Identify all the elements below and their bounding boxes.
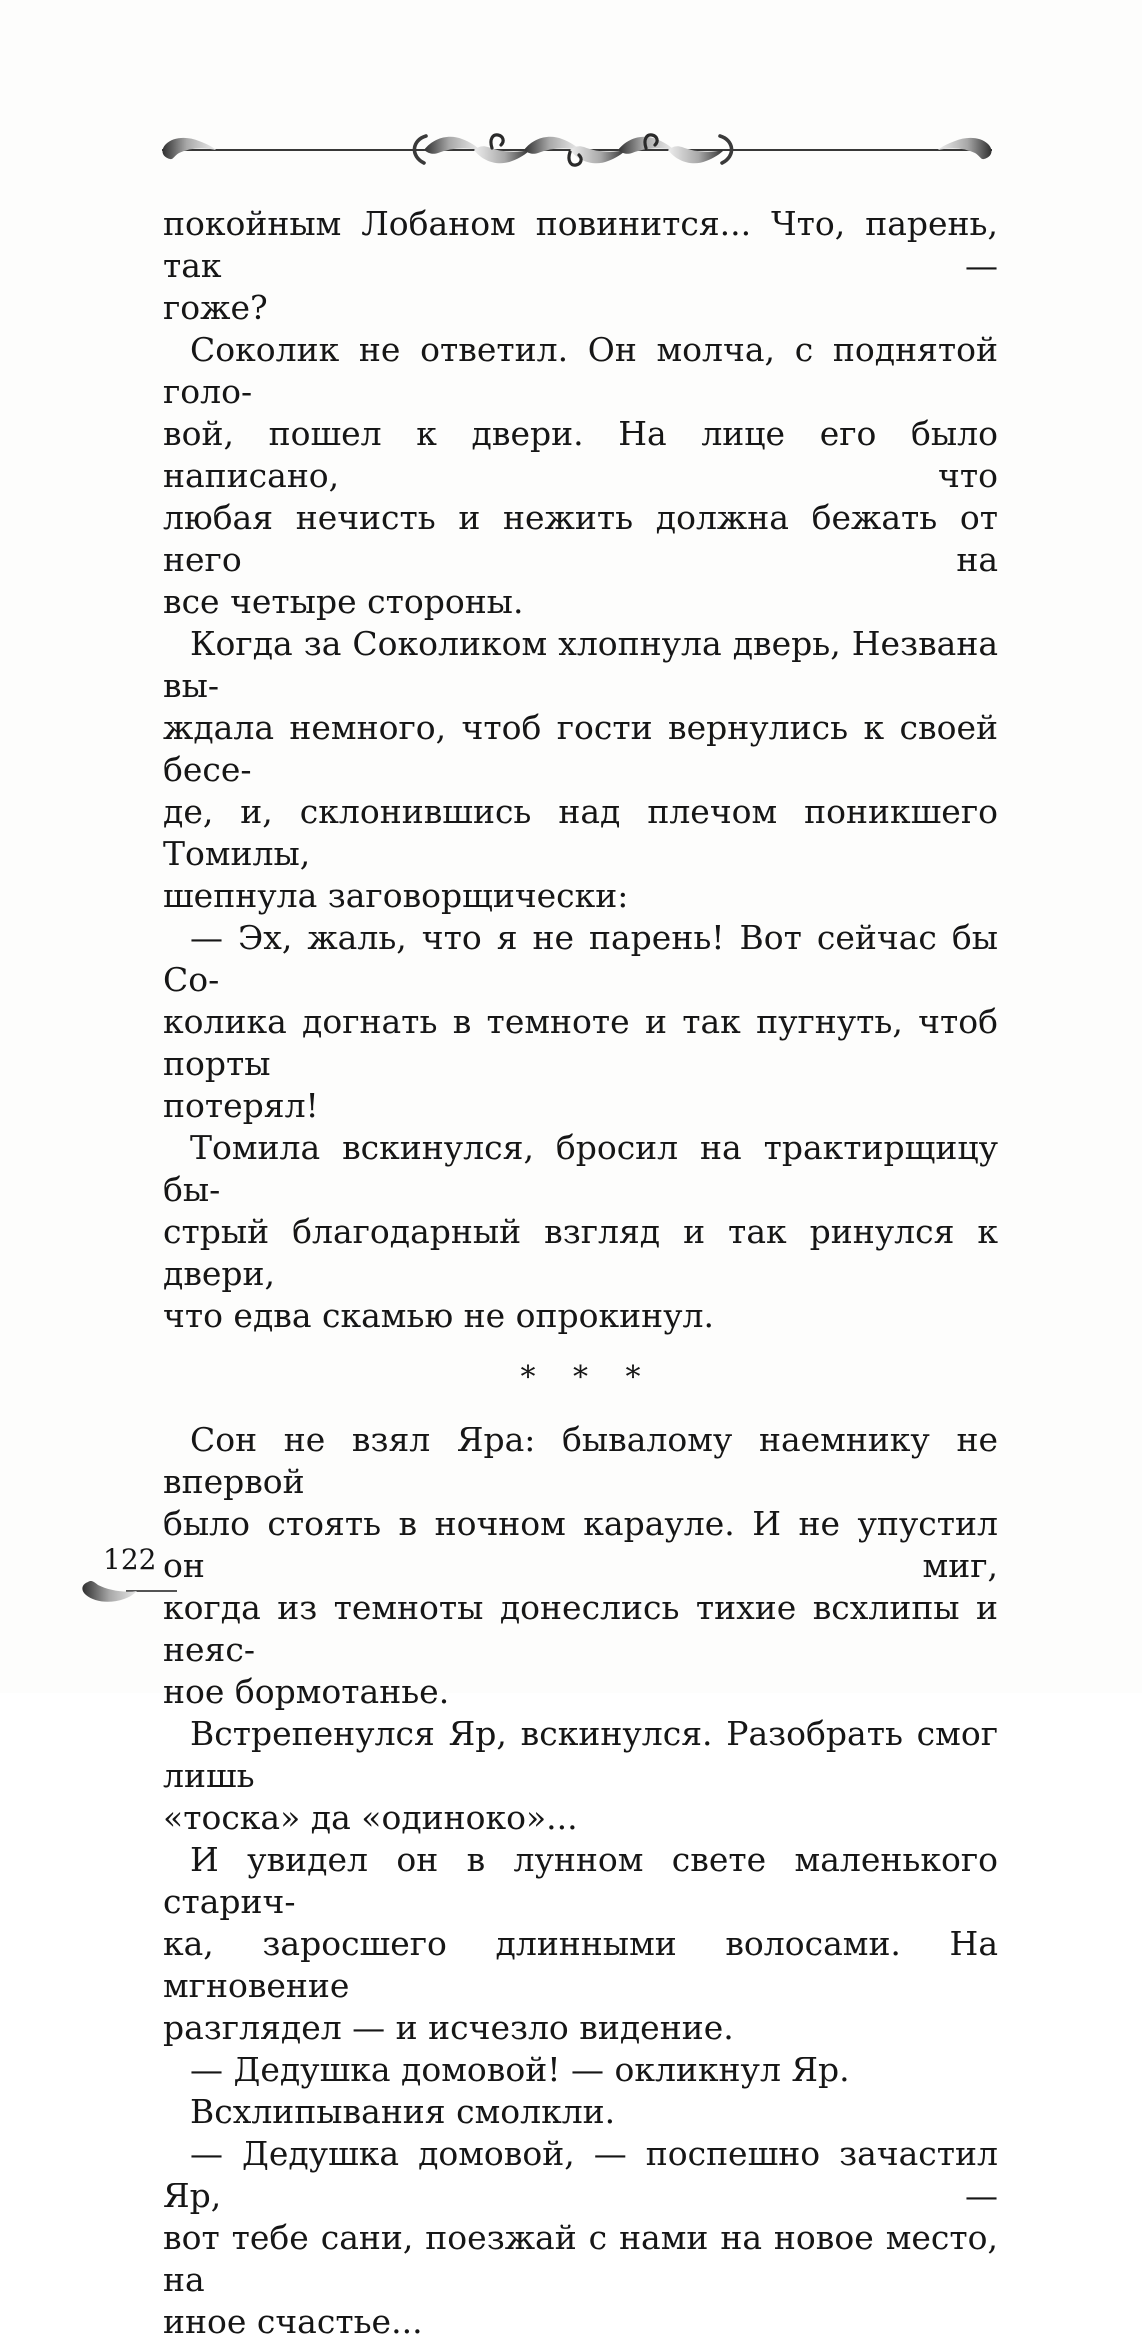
text-line: — Дедушка домовой, — поспешно зачастил Яр, — <box>163 2134 998 2215</box>
text-line: — Дедушка домовой! — окликнул Яр. <box>190 2050 850 2089</box>
text-line: вот тебе сани, поезжай с нами на новое место, на <box>163 2218 998 2299</box>
text-line: ка, заросшего длинными волосами. На мгновение <box>163 1924 998 2005</box>
text-line: Когда за Соколиком хлопнула дверь, Незвана вы- <box>163 624 998 705</box>
text-line: И увидел он в лунном свете маленького старич- <box>163 1840 998 1921</box>
text-line: когда из темноты донеслись тихие всхлипы и неяс- <box>163 1588 998 1669</box>
text-line: де, и, склонившись над плечом поникшего Томилы, <box>163 792 998 873</box>
text-line: любая нечисть и нежить должна бежать от него на <box>163 498 998 579</box>
left-curl <box>163 138 216 159</box>
text-line: Сон не взял Яра: бывалому наемнику не впервой <box>163 1420 998 1501</box>
text-line: Томила вскинулся, бросил на трактирщицу бы- <box>163 1128 998 1209</box>
text-line: Встрепенулся Яр, вскинулся. Разобрать смог лишь <box>163 1714 998 1795</box>
text-line: ное бормотанье. <box>163 1672 450 1711</box>
text-line: иное счастье... <box>163 2302 423 2341</box>
text-line: стрый благодарный взгляд и так ринулся к двери, <box>163 1212 998 1293</box>
text-line: колика догнать в темноте и так пугнуть, чтоб порты <box>163 1002 998 1083</box>
header-flourish-ornament <box>158 128 996 174</box>
text-line: было стоять в ночном карауле. И не упустил он миг, <box>163 1504 998 1585</box>
page-number: 122 <box>103 1543 157 1576</box>
right-curl <box>938 138 991 159</box>
text-line: все четыре стороны. <box>163 582 524 621</box>
footer-flourish-ornament <box>80 1576 180 1610</box>
text-line: что едва скамью не опрокинул. <box>163 1296 715 1335</box>
text-line: «тоска» да «одиноко»... <box>163 1798 578 1837</box>
text-line: ждала немного, чтоб гости вернулись к своей бесе- <box>163 708 998 789</box>
text-line: разглядел — и исчезло видение. <box>163 2008 734 2047</box>
text-line: Всхлипывания смолкли. <box>190 2092 616 2131</box>
text-line: вой, пошел к двери. На лице его было написано, что <box>163 414 998 495</box>
text-line: — Эх, жаль, что я не парень! Вот сейчас бы Со- <box>163 918 998 999</box>
text-line: шепнула заговорщически: <box>163 876 629 915</box>
section-separator: * * * <box>520 1360 655 1395</box>
text-line: гоже? <box>163 288 268 327</box>
text-line: потерял! <box>163 1086 319 1125</box>
text-line: Соколик не ответил. Он молча, с поднятой голо- <box>163 330 998 411</box>
page-text <box>163 203 998 2343</box>
text-line: покойным Лобаном повинится... Что, парень, так — <box>163 204 998 285</box>
